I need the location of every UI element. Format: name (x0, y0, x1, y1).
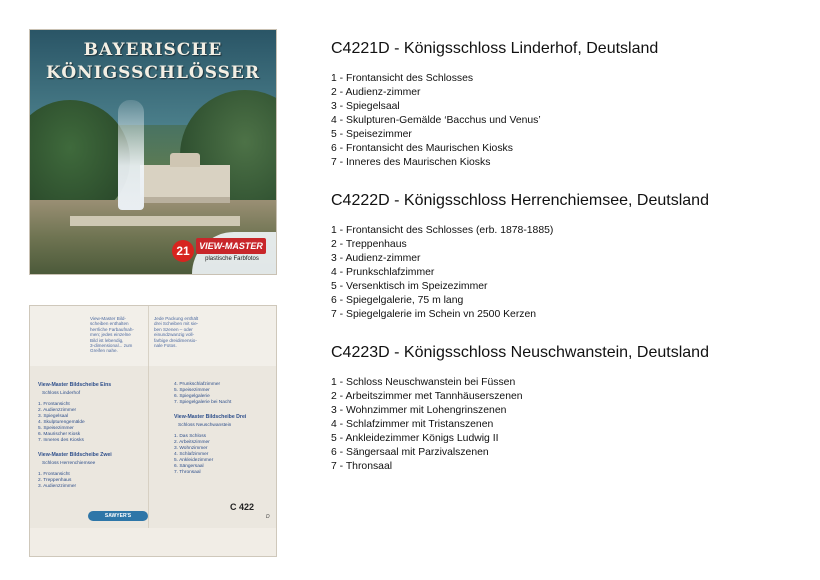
list-item: 4 - Prunkschlafzimmer (331, 267, 435, 278)
reel3-subtitle: Schloss Neuschwanstein (178, 423, 232, 428)
set-items-linderhof (331, 72, 541, 170)
list-item: 4 - Skulpturen-Gemälde ‘Bacchus und Venus’ (331, 115, 541, 126)
front-cover-image (30, 30, 276, 274)
brand-subtitle: plastische Farbfotos (205, 256, 259, 262)
set-title-herrenchiemsee: C4222D - Königsschloss Herrenchiemsee, Deutsland (331, 192, 709, 209)
view-master-badge (172, 232, 276, 274)
reel-item: 3. Spiegelsaal (38, 414, 69, 419)
reel-item: 6. Maurischer Kiosk (38, 432, 81, 437)
reel-item: 5. Speisezimmer (174, 388, 210, 393)
reel2-subtitle: Schloss Herrenchiemsee (42, 461, 96, 466)
cover-title-line1: BAYERISCHE (83, 40, 223, 60)
list-item: 3 - Wohnzimmer mit Lohengrinszenen (331, 405, 507, 416)
intro-line: View-Master Bild- (90, 316, 126, 321)
reel-item: 2. Arbeitszimmer (174, 440, 210, 445)
list-item: 6 - Frontansicht des Maurischen Kiosks (331, 143, 513, 154)
set-code: C 422 (230, 502, 255, 512)
reel-count-badge: 21 (172, 240, 194, 262)
reel2-list-continued (174, 382, 231, 406)
list-item: 7 - Thronsaal (331, 461, 393, 472)
intro-line: herrliche Farbaufnah- (90, 326, 134, 332)
reel-item: 1. Frontansicht (38, 472, 70, 477)
intro-line: nale Fotos. (154, 343, 177, 349)
set-code-suffix: D (266, 514, 270, 520)
list-item: 5 - Versenktisch im Speizezimmer (331, 281, 488, 292)
reel-item: 3. Audienzzimmer (38, 484, 77, 489)
list-item: 2 - Arbeitszimmer met Tannhäuserszenen (331, 391, 523, 402)
list-item: 5 - Speisezimmer (331, 129, 412, 140)
intro-line: Greifen nahe. (90, 348, 118, 354)
list-item: 6 - Sängersaal mit Parzivalszenen (331, 447, 489, 458)
intro-line: ben Szenen – oder (154, 326, 193, 332)
intro-line: scheiben enthalten (90, 321, 129, 327)
intro-line: einundzwanzig voll- (154, 332, 195, 338)
list-item: 7 - Spiegelgalerie im Schein vn 2500 Kerzen (331, 309, 537, 320)
intro-line: 3-dimensional... zum (90, 343, 133, 349)
reel-item: 7. Spiegelgalerie bei Nacht (174, 400, 232, 405)
set-items-neuschwanstein (331, 376, 523, 474)
reel-item: 5. Speisezimmer (38, 426, 74, 431)
set-title-linderhof: C4221D - Königsschloss Linderhof, Deutsland (331, 40, 659, 57)
reel3-list (174, 434, 213, 476)
sawyers-logo: SAWYER'S (88, 511, 148, 521)
terrace (70, 216, 240, 226)
envelope-flap (30, 306, 276, 366)
list-item: 7 - Inneres des Maurischen Kiosks (331, 157, 491, 168)
reel1-heading: View-Master Bildscheibe Eins (38, 382, 112, 388)
list-item: 1 - Frontansicht des Schlosses (331, 73, 474, 84)
intro-line: Bild ist lebendig, (90, 337, 124, 343)
reel-item: 6. Spiegelgalerie (174, 394, 210, 399)
reel1-list (38, 402, 85, 444)
set-title-neuschwanstein: C4223D - Königsschloss Neuschwanstein, Deutsland (331, 344, 709, 361)
list-item: 6 - Spiegelgalerie, 75 m lang (331, 295, 464, 306)
list-item: 1 - Schloss Neuschwanstein bei Füssen (331, 377, 516, 388)
reel-item: 3. Wohnzimmer (174, 446, 208, 451)
intro-line: drei Scheiben mit sie- (154, 321, 199, 327)
reel-item: 4. Schlafzimmer (174, 452, 209, 457)
reel-item: 1. Das Schloss (174, 434, 206, 439)
reel-item: 2. Audienzzimmer (38, 408, 77, 413)
list-item: 3 - Audienz-zimmer (331, 253, 421, 264)
list-item: 4 - Schlafzimmer mit Tristanszenen (331, 419, 494, 430)
set-items-herrenchiemsee (331, 224, 553, 322)
intro-text-left (90, 316, 146, 354)
intro-line: Jede Packung enthält (154, 316, 199, 321)
list-item: 1 - Frontansicht des Schlosses (erb. 1878-1885) (331, 225, 554, 236)
reel-item: 7. Inneres des Kiosks (38, 438, 84, 443)
intro-line: farbige dreidimensio- (154, 337, 197, 343)
reel-item: 6. Sängersaal (174, 464, 204, 469)
brand-logo: VIEW-MASTER (196, 238, 266, 254)
bottom-band (30, 528, 276, 556)
list-item: 5 - Ankleidezimmer Königs Ludwig II (331, 433, 499, 444)
reel-item: 5. Ankleidezimmer (174, 458, 214, 463)
list-item: 3 - Spiegelsaal (331, 101, 400, 112)
reel-item: 4. Prunkschlafzimmer (174, 382, 221, 387)
reel-item: 7. Thronsaal (174, 470, 201, 475)
list-item: 2 - Audienz-zimmer (331, 87, 421, 98)
reel2-list (38, 472, 76, 490)
back-cover-image (30, 306, 276, 556)
intro-text-right (154, 316, 214, 348)
reel3-heading: View-Master Bildscheibe Drei (174, 414, 247, 420)
cover-title-line2: KÖNIGSSCHLÖSSER (46, 63, 260, 83)
reel-item: 1. Frontansicht (38, 402, 70, 407)
fountain (118, 100, 144, 210)
reel-item: 4. Skulpturengemälde (38, 420, 85, 425)
palace (140, 165, 230, 203)
reel2-heading: View-Master Bildscheibe Zwei (38, 452, 112, 458)
list-item: 2 - Treppenhaus (331, 239, 407, 250)
reel1-subtitle: Schloss Linderhof (42, 391, 81, 396)
intro-line: men; jedes einzelne (90, 332, 131, 338)
reel-item: 2. Treppenhaus (38, 478, 72, 483)
